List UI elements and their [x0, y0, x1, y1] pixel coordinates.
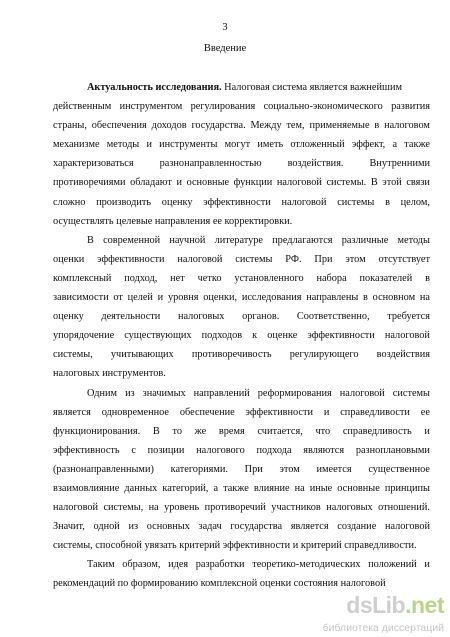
line-text: является одновременное обеспечение эффективности и справедливости ее [53, 406, 430, 418]
text-line [53, 364, 430, 383]
text-line [53, 422, 430, 441]
line-text: Налоговая система является важнейшим [221, 82, 402, 93]
text-line [53, 135, 430, 154]
line-text: механизме методы и инструменты могут иметь отложенный эффект, а также [53, 139, 430, 151]
text-line [53, 231, 430, 250]
text-line [53, 173, 430, 192]
line-text: Таким образом, идея разработки теоретико-методических положений и [87, 559, 430, 571]
page-number: 3 [222, 22, 228, 33]
line-text: взаимовлияние данных категорий, а также влияние на иные основные принципы [53, 482, 430, 494]
watermark-caption: библиотека диссертаций [322, 622, 444, 634]
line-text: действенным инструментом регулирования социально-экономического развития [53, 101, 430, 113]
line-text: характеризоваться разнонаправленностью воздействия. Внутренними [53, 158, 430, 170]
text-line [53, 269, 430, 288]
line-text: Одним из значимых направлений реформирования налоговой системы [87, 387, 430, 399]
line-text: системы, способной увязать критерий эффективности и критерий справедливости. [53, 540, 417, 552]
text-line [53, 97, 430, 116]
line-text: оценку деятельности налоговых органов. Соответственно, требуется [53, 311, 430, 323]
text-line [53, 536, 430, 555]
text-line [53, 517, 430, 536]
text-line [53, 441, 430, 460]
paragraph [53, 555, 430, 593]
line-text: противоречиями обладают и основные функции налоговой системы. В этой связи [53, 177, 430, 189]
page-heading: Введение [203, 43, 247, 54]
line-text: функционирования. В то же время считается, что справедливость и [53, 425, 430, 437]
line-text: страны, обеспечения доходов государства. Между тем, применяемые в налоговом [53, 120, 430, 132]
lead-bold-text: Актуальность исследования. [87, 82, 222, 93]
text-line [53, 479, 430, 498]
text-line [53, 460, 430, 479]
paragraph [53, 231, 430, 384]
line-text: налоговой системы, на уровень противоречий участников налоговых отношений. [53, 502, 430, 514]
line-text: налоговых инструментов. [53, 368, 166, 380]
text-line [53, 116, 430, 135]
line-text: В современной научной литературе предлагаются различные методы [87, 234, 430, 246]
text-line [53, 288, 430, 307]
text-line [53, 574, 430, 593]
text-line [53, 307, 430, 326]
line-text: Значит, одной из основных задач государства является создание налоговой [53, 521, 430, 533]
site-watermark [322, 592, 450, 634]
line-text: системы, учитывающих противоречивость регулирующего воздействия [53, 349, 430, 361]
text-line [53, 326, 430, 345]
line-text: комплексный подход, нет четко установленного набора показателей в [53, 272, 430, 284]
text-line [53, 345, 430, 364]
document-body [53, 78, 430, 594]
line-text: зависимости от целей и уровня оценки, исследования направлены в основном на [53, 292, 430, 304]
line-text: осуществлять целевые направления ее корректировки. [53, 215, 293, 227]
line-text: эффективность с позиции налогового подхода являются разноплановыми [53, 444, 430, 456]
text-line [53, 403, 430, 422]
text-line [53, 78, 430, 97]
text-line [53, 212, 430, 231]
text-line [53, 384, 430, 403]
text-line [53, 498, 430, 517]
text-line [53, 154, 430, 173]
paragraph [53, 78, 430, 231]
line-text: оценки эффективности налоговой системы РФ. При этом отсутствует [53, 253, 430, 265]
paragraph [53, 384, 430, 556]
line-text: рекомендаций по формированию комплексной оценки состояния налоговой [53, 578, 386, 590]
line-text: (разнонаправленными) категориями. При этом имеется существенное [53, 463, 430, 475]
text-line [53, 555, 430, 574]
line-text: сложно производить оценку эффективности налоговой системы в целом, [53, 196, 430, 208]
text-line [53, 250, 430, 269]
line-text: упорядочение существующих подходов к оценке эффективности налоговой [53, 330, 430, 342]
text-line [53, 193, 430, 212]
watermark-logo: dsLib.net [346, 592, 444, 618]
